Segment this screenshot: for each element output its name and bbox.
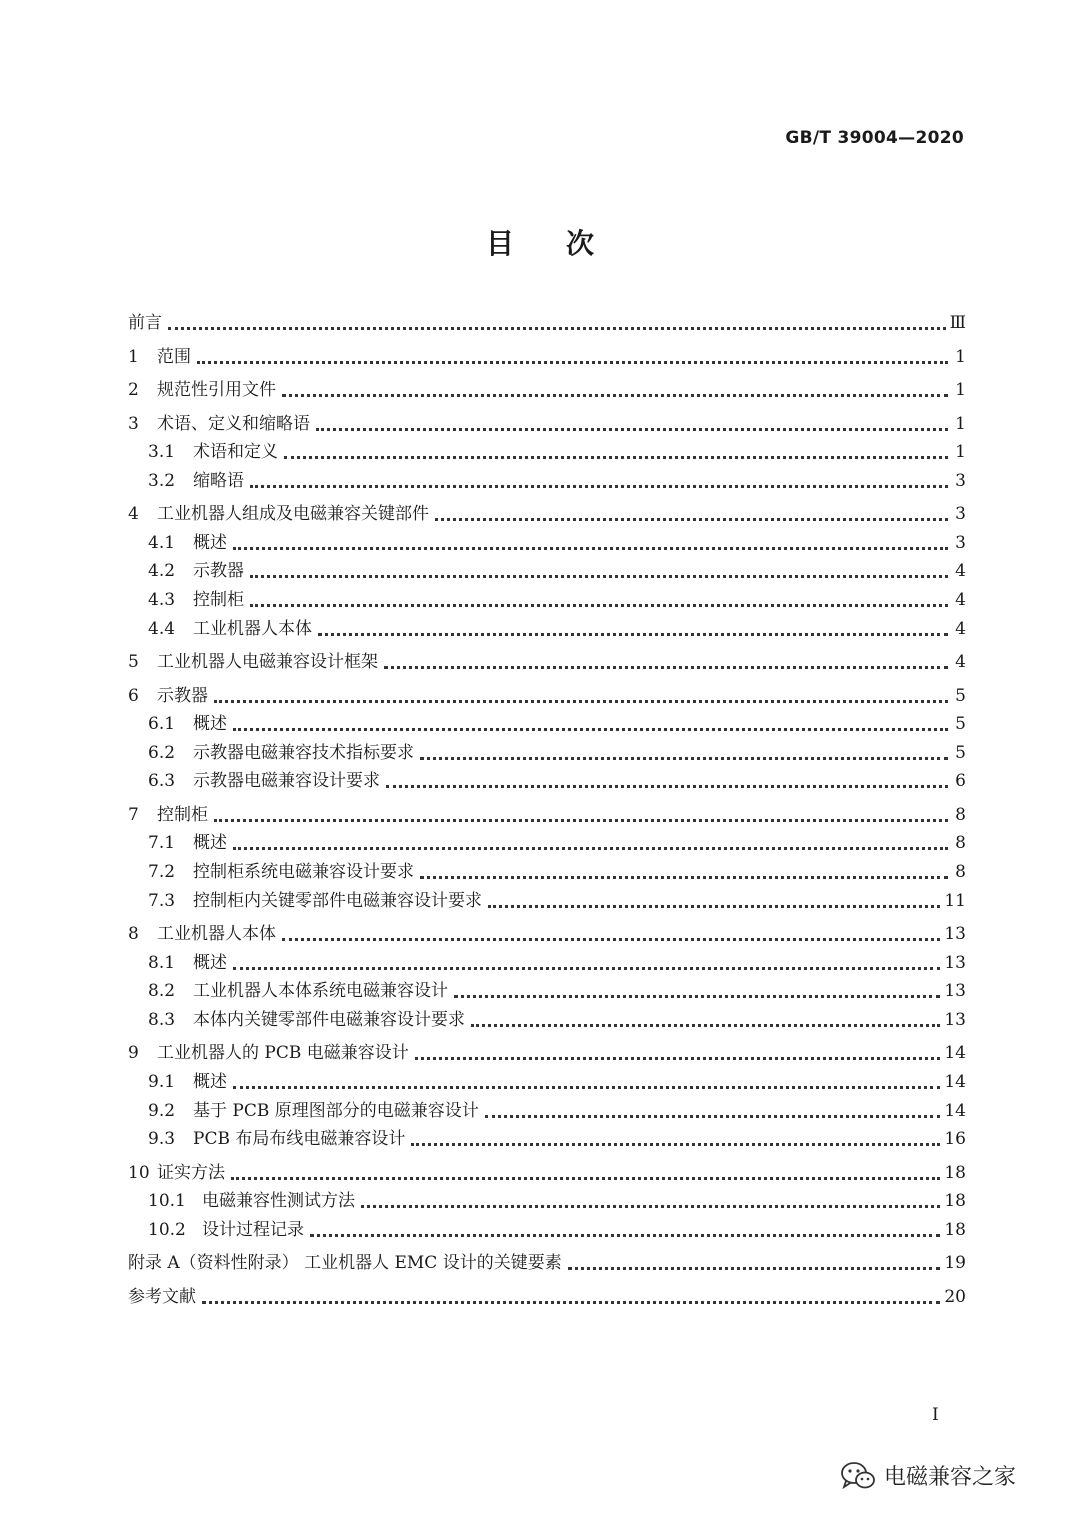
- watermark: [840, 1460, 1016, 1491]
- toc-entry-page: 16: [944, 1129, 966, 1150]
- toc-entry-page: 11: [944, 890, 966, 911]
- toc-entry-number: 6.2: [148, 742, 176, 763]
- toc-entry-label: 工业机器人组成及电磁兼容关键部件: [157, 504, 429, 525]
- dot-leader: [488, 905, 940, 908]
- dot-leader: [233, 1086, 940, 1089]
- toc-entry-label: 工业机器人的 PCB 电磁兼容设计: [157, 1043, 409, 1064]
- toc-entry: [128, 650, 966, 674]
- dot-leader: [420, 876, 948, 879]
- dot-leader: [233, 847, 948, 850]
- toc-entry-number: 4.4: [148, 618, 176, 639]
- dot-leader: [454, 995, 940, 998]
- watermark-text: 电磁兼容之家: [884, 1465, 1017, 1490]
- dot-leader: [250, 604, 948, 607]
- toc-entry-number: 6.1: [148, 714, 176, 735]
- toc-entry: [128, 979, 966, 1003]
- toc-entry: [128, 1099, 966, 1123]
- toc-entry: [128, 889, 966, 913]
- title-char-1: 目: [485, 227, 514, 260]
- dot-leader: [386, 785, 948, 788]
- toc-entry-number: 8: [128, 924, 139, 945]
- toc-entry-number: 10: [128, 1162, 150, 1183]
- toc-entry-page: 1: [955, 346, 966, 367]
- toc-entry-label: PCB 布局布线电磁兼容设计: [193, 1129, 406, 1150]
- dot-leader: [471, 1024, 940, 1027]
- toc-entry-label: 示教器电磁兼容设计要求: [193, 771, 380, 792]
- dot-leader: [316, 428, 948, 431]
- toc-entry-label: 参考文献: [128, 1286, 196, 1307]
- toc-entry: [128, 1285, 966, 1309]
- toc-entry: [128, 803, 966, 827]
- toc-entry-number: 10.2: [148, 1219, 186, 1240]
- toc-entry-page: 5: [955, 714, 966, 735]
- toc-entry-label: 前言: [128, 313, 162, 333]
- toc-entry: [128, 311, 966, 335]
- toc-entry-label: 证实方法: [157, 1162, 225, 1183]
- toc-entry-label: 控制柜: [157, 804, 208, 825]
- toc-entry-label: 控制柜内关键零部件电磁兼容设计要求: [193, 890, 482, 911]
- toc-entry-page: 18: [944, 1219, 966, 1240]
- toc-entry-number: 2: [128, 380, 139, 400]
- toc-entry-label: 概述: [193, 532, 227, 553]
- toc-entry-number: 7.3: [148, 890, 176, 911]
- dot-leader: [202, 1301, 940, 1304]
- toc-entry: [128, 712, 966, 736]
- toc-entry-number: 10.1: [148, 1191, 186, 1212]
- toc-entry-number: 3.1: [148, 442, 176, 463]
- dot-leader: [233, 967, 940, 970]
- dot-leader: [310, 1234, 940, 1237]
- toc-entry-number: 6: [128, 685, 139, 706]
- toc-entry: [128, 440, 966, 464]
- toc-entry-number: 6.3: [148, 771, 176, 792]
- toc-entry-page: 1: [955, 380, 966, 400]
- toc-entry-page: 8: [955, 804, 966, 825]
- toc-entry-page: 13: [944, 924, 966, 945]
- dot-leader: [568, 1267, 941, 1270]
- toc-entry-number: 9.1: [148, 1072, 176, 1092]
- toc-entry-label: 控制柜: [193, 589, 244, 610]
- dot-leader: [197, 361, 948, 364]
- table-of-contents: [128, 311, 966, 1309]
- toc-entry-page: 13: [944, 952, 966, 973]
- toc-entry: [128, 1251, 966, 1275]
- standard-number: GB/T 39004—2020: [785, 128, 964, 148]
- toc-entry-number: 4.3: [148, 589, 176, 610]
- toc-entry-page: 14: [944, 1100, 966, 1121]
- toc-entry-label: 术语和定义: [193, 442, 278, 463]
- toc-entry-page: 13: [944, 981, 966, 1002]
- toc-entry: [128, 1161, 966, 1185]
- toc-entry-page: 4: [955, 652, 966, 673]
- toc-entry-number: 3.2: [148, 470, 176, 491]
- toc-entry-page: 3: [955, 504, 966, 525]
- dot-leader: [168, 327, 946, 330]
- toc-entry-number: 9.3: [148, 1129, 176, 1150]
- toc-entry-page: 20: [944, 1286, 966, 1307]
- toc-entry-page: 5: [955, 685, 966, 706]
- dot-leader: [214, 700, 948, 703]
- toc-entry-number: 8.1: [148, 952, 176, 973]
- dot-leader: [250, 575, 948, 578]
- wechat-icon: [840, 1461, 876, 1491]
- toc-entry-label: 工业机器人本体系统电磁兼容设计: [193, 981, 448, 1002]
- toc-entry-number: 5: [128, 652, 139, 673]
- toc-entry-label: 示教器: [193, 561, 244, 582]
- toc-entry: [128, 502, 966, 526]
- dot-leader: [284, 456, 948, 459]
- dot-leader: [214, 819, 948, 822]
- toc-entry-label: 工业机器人本体: [193, 618, 312, 639]
- toc-entry-label: 概述: [193, 714, 227, 735]
- toc-entry: [128, 412, 966, 436]
- dot-leader: [231, 1177, 940, 1180]
- toc-entry: [128, 588, 966, 612]
- toc-entry-label: 基于 PCB 原理图部分的电磁兼容设计: [193, 1100, 479, 1121]
- toc-entry: [128, 559, 966, 583]
- toc-entry-page: 4: [955, 618, 966, 639]
- toc-entry-page: 8: [955, 833, 966, 854]
- toc-entry: [128, 1041, 966, 1065]
- toc-entry-label: 范围: [157, 346, 191, 367]
- toc-entry-number: 8.2: [148, 981, 176, 1002]
- toc-entry: [128, 860, 966, 884]
- page-folio: I: [932, 1405, 939, 1425]
- toc-entry: [128, 345, 966, 369]
- dot-leader: [384, 666, 948, 669]
- toc-entry: [128, 684, 966, 708]
- toc-entry-number: 1: [128, 346, 139, 367]
- toc-entry-number: 4.2: [148, 561, 176, 582]
- toc-entry-number: 3: [128, 413, 139, 434]
- toc-entry: [128, 741, 966, 765]
- toc-entry-page: 3: [955, 470, 966, 491]
- toc-entry-label: 本体内关键零部件电磁兼容设计要求: [193, 1009, 465, 1030]
- toc-entry: [128, 1070, 966, 1094]
- title-char-2: 次: [566, 227, 595, 260]
- dot-leader: [233, 547, 948, 550]
- toc-entry-label: 工业机器人本体: [157, 924, 276, 945]
- toc-entry: [128, 951, 966, 975]
- toc-entry-page: 13: [944, 1009, 966, 1030]
- dot-leader: [415, 1057, 941, 1060]
- toc-entry-page: 6: [955, 771, 966, 792]
- toc-entry-number: 7.1: [148, 833, 176, 854]
- toc-entry-page: 1: [955, 442, 966, 463]
- toc-entry-page: 4: [955, 561, 966, 582]
- dot-leader: [282, 394, 948, 397]
- toc-entry-page: 3: [955, 532, 966, 553]
- toc-entry: [128, 769, 966, 793]
- toc-entry: [128, 617, 966, 641]
- toc-entry: [128, 1127, 966, 1151]
- toc-entry: [128, 1189, 966, 1213]
- toc-entry-number: 7: [128, 804, 139, 825]
- toc-entry-label: 设计过程记录: [202, 1219, 304, 1240]
- dot-leader: [282, 938, 940, 941]
- toc-entry-number: 8.3: [148, 1009, 176, 1030]
- toc-entry: [128, 831, 966, 855]
- toc-entry-label: 控制柜系统电磁兼容设计要求: [193, 862, 414, 883]
- toc-entry-label: 概述: [193, 1072, 227, 1092]
- toc-entry-page: 5: [955, 742, 966, 763]
- dot-leader: [485, 1115, 941, 1118]
- page-title: [0, 222, 1080, 262]
- toc-entry: [128, 1008, 966, 1032]
- toc-entry-label: 示教器电磁兼容技术指标要求: [193, 742, 414, 763]
- toc-entry-label: 概述: [193, 833, 227, 854]
- toc-entry: [128, 1218, 966, 1242]
- toc-entry-label: 规范性引用文件: [157, 380, 276, 400]
- toc-entry-page: 18: [944, 1191, 966, 1212]
- dot-leader: [420, 757, 948, 760]
- toc-entry-number: 7.2: [148, 862, 176, 883]
- toc-entry-page: 18: [944, 1162, 966, 1183]
- toc-entry-label: 术语、定义和缩略语: [157, 413, 310, 434]
- toc-entry-label: 概述: [193, 952, 227, 973]
- toc-entry-page: 19: [944, 1253, 966, 1274]
- toc-entry-label: 缩略语: [193, 470, 244, 491]
- dot-leader: [411, 1143, 940, 1146]
- toc-entry: [128, 922, 966, 946]
- toc-entry-page: 8: [955, 862, 966, 883]
- toc-entry-page: 1: [955, 413, 966, 434]
- toc-entry-label: 附录 A（资料性附录） 工业机器人 EMC 设计的关键要素: [128, 1253, 562, 1274]
- toc-entry-page: Ⅲ: [949, 313, 966, 333]
- dot-leader: [250, 485, 948, 488]
- toc-entry-label: 工业机器人电磁兼容设计框架: [157, 652, 378, 673]
- toc-entry-label: 示教器: [157, 685, 208, 706]
- dot-leader: [318, 633, 948, 636]
- toc-entry-number: 4.1: [148, 532, 176, 553]
- toc-entry-page: 14: [944, 1072, 966, 1092]
- toc-entry-label: 电磁兼容性测试方法: [202, 1191, 355, 1212]
- toc-entry-page: 4: [955, 589, 966, 610]
- toc-entry: [128, 378, 966, 402]
- toc-entry: [128, 469, 966, 493]
- toc-entry-number: 9: [128, 1043, 139, 1064]
- toc-entry-number: 4: [128, 504, 139, 525]
- toc-entry: [128, 531, 966, 555]
- toc-entry-page: 14: [944, 1043, 966, 1064]
- dot-leader: [435, 518, 948, 521]
- dot-leader: [233, 728, 948, 731]
- dot-leader: [361, 1205, 940, 1208]
- toc-entry-number: 9.2: [148, 1100, 176, 1121]
